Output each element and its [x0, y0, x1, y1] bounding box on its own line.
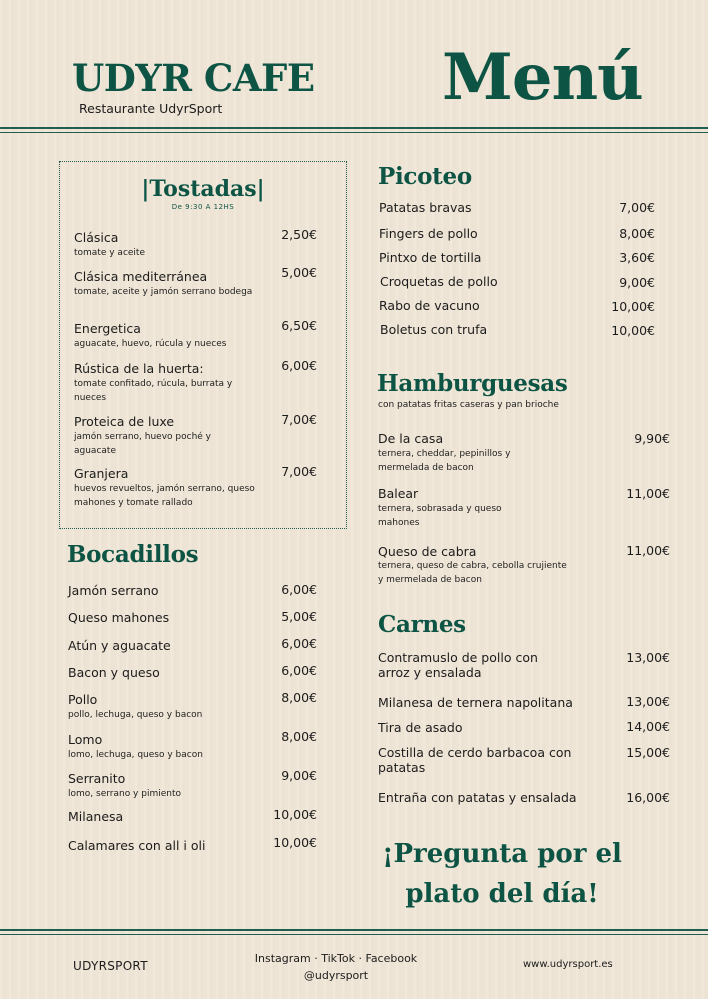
- item-description: ternera, sobrasada y queso mahones: [378, 504, 502, 528]
- item-description: lomo, lechuga, queso y bacon: [68, 750, 203, 760]
- item-name: Clásica mediterránea: [74, 269, 208, 284]
- item-price: 7,00€: [619, 200, 655, 215]
- item-description: jamón serrano, huevo poché y aguacate: [74, 432, 212, 456]
- bocadillo-item: [68, 838, 278, 853]
- item-name: Balear: [378, 486, 419, 501]
- item-description: ternera, cheddar, pepinillos y mermelada de bacon: [378, 449, 511, 473]
- item-name: Patatas bravas: [379, 200, 472, 215]
- bocadillo-item: [68, 583, 278, 598]
- item-description: tomate, aceite y jamón serrano bodega: [74, 287, 253, 297]
- item-name: Milanesa de ternera napolitana: [378, 695, 573, 710]
- item-price: 9,00€: [281, 768, 317, 783]
- footer-brand: UDYRSPORT: [73, 959, 148, 973]
- item-price: 6,00€: [281, 663, 317, 678]
- brand-subtitle: Restaurante UdyrSport: [79, 101, 223, 116]
- item-price: 10,00€: [611, 323, 655, 338]
- carne-item: [378, 790, 603, 805]
- tostada-item: [74, 361, 249, 405]
- item-price: 7,00€: [281, 412, 317, 427]
- item-description: lomo, serrano y pimiento: [68, 789, 182, 799]
- tostadas-title: |Tostadas|: [141, 176, 265, 202]
- hamburguesa-item: [378, 544, 568, 587]
- item-price: 7,00€: [281, 464, 317, 479]
- item-price: 13,00€: [626, 650, 670, 665]
- item-name: Queso mahones: [68, 610, 170, 625]
- item-name: Jamón serrano: [68, 583, 159, 598]
- item-name: Tira de asado: [378, 720, 463, 735]
- item-price: 5,00€: [281, 609, 317, 624]
- brand-name: UDYR CAFE: [72, 56, 315, 100]
- tostada-item: [74, 269, 269, 299]
- carne-item: [378, 745, 598, 775]
- item-description: ternera, queso de cabra, cebolla crujiente y mermelada de bacon: [378, 561, 567, 585]
- item-price: 8,00€: [281, 729, 317, 744]
- footer-social: [236, 950, 436, 984]
- bocadillos-title: Bocadillos: [67, 541, 199, 568]
- item-name: Granjera: [74, 466, 129, 481]
- carnes-title: Carnes: [378, 611, 466, 638]
- item-name: Serranito: [68, 771, 126, 786]
- hamburguesa-item: [378, 486, 538, 530]
- hamburguesas-title: Hamburguesas: [377, 370, 568, 397]
- item-description: tomate confitado, rúcula, burrata y nueces: [74, 379, 233, 403]
- item-name: Pintxo de tortilla: [379, 250, 482, 265]
- picoteo-item: [380, 274, 590, 289]
- picoteo-item: [379, 298, 589, 313]
- item-price: 9,90€: [634, 431, 670, 446]
- item-name: Rústica de la huerta:: [74, 361, 204, 376]
- promo-line-1: ¡Pregunta por el: [382, 839, 622, 869]
- tostada-item: [74, 230, 269, 260]
- promo-line-2: plato del día!: [405, 879, 599, 909]
- item-price: 3,60€: [619, 250, 655, 265]
- item-price: 11,00€: [626, 486, 670, 501]
- item-price: 6,00€: [281, 582, 317, 597]
- item-price: 8,00€: [619, 226, 655, 241]
- bocadillo-item: [68, 732, 278, 762]
- carne-item: [378, 650, 553, 680]
- bocadillo-item: [68, 809, 278, 824]
- bocadillo-item: [68, 771, 278, 801]
- item-name: Contramuslo de pollo con arroz y ensalada: [378, 650, 538, 680]
- carne-item: [378, 695, 593, 710]
- bocadillo-item: [68, 610, 278, 625]
- item-name: Calamares con all i oli: [68, 838, 206, 853]
- item-name: Bacon y queso: [68, 665, 160, 680]
- header-divider-top: [0, 127, 708, 129]
- item-name: Pollo: [68, 692, 98, 707]
- item-name: Queso de cabra: [378, 544, 477, 559]
- tostada-item: [74, 414, 249, 458]
- item-name: Lomo: [68, 732, 103, 747]
- picoteo-item: [379, 226, 589, 241]
- bocadillo-item: [68, 638, 278, 653]
- hamburguesa-item: [378, 431, 548, 475]
- hamburguesas-subtitle: con patatas fritas caseras y pan brioche: [378, 400, 559, 410]
- footer-divider-bottom: [0, 934, 708, 935]
- item-name: De la casa: [378, 431, 444, 446]
- item-price: 6,50€: [281, 318, 317, 333]
- picoteo-item: [379, 200, 589, 215]
- item-description: tomate y aceite: [74, 248, 145, 258]
- footer-divider-top: [0, 929, 708, 931]
- item-name: Rabo de vacuno: [379, 298, 480, 313]
- item-price: 11,00€: [626, 543, 670, 558]
- item-price: 14,00€: [626, 719, 670, 734]
- item-name: Clásica: [74, 230, 119, 245]
- item-name: Milanesa: [68, 809, 124, 824]
- picoteo-item: [379, 250, 589, 265]
- social-links[interactable]: Instagram · TikTok · Facebook: [254, 952, 418, 965]
- item-description: huevos revueltos, jamón serrano, queso mahones y tomate rallado: [74, 484, 255, 508]
- item-price: 6,00€: [281, 636, 317, 651]
- picoteo-title: Picoteo: [378, 163, 472, 190]
- item-price: 15,00€: [626, 745, 670, 760]
- header-divider-bottom: [0, 132, 708, 133]
- bocadillo-item: [68, 665, 278, 680]
- item-description: pollo, lechuga, queso y bacon: [68, 710, 203, 720]
- tostada-item: [74, 466, 259, 510]
- picoteo-item: [380, 322, 590, 337]
- item-name: Energetica: [74, 321, 141, 336]
- website-link[interactable]: www.udyrsport.es: [523, 959, 613, 970]
- item-price: 10,00€: [273, 807, 317, 822]
- item-price: 8,00€: [281, 690, 317, 705]
- item-price: 5,00€: [281, 265, 317, 280]
- item-price: 2,50€: [281, 227, 317, 242]
- item-name: Atún y aguacate: [68, 638, 171, 653]
- item-price: 6,00€: [281, 358, 317, 373]
- item-name: Proteica de luxe: [74, 414, 175, 429]
- carne-item: [378, 720, 593, 735]
- item-name: Croquetas de pollo: [380, 274, 498, 289]
- item-name: Costilla de cerdo barbacoa con patatas: [378, 745, 572, 775]
- social-handle[interactable]: @udyrsport: [303, 969, 369, 982]
- item-price: 16,00€: [626, 790, 670, 805]
- item-name: Fingers de pollo: [379, 226, 478, 241]
- item-name: Boletus con trufa: [380, 322, 488, 337]
- item-price: 10,00€: [273, 835, 317, 850]
- item-price: 10,00€: [611, 299, 655, 314]
- item-price: 13,00€: [626, 694, 670, 709]
- item-description: aguacate, huevo, rúcula y nueces: [74, 339, 227, 349]
- daily-special-promo: [372, 834, 632, 914]
- item-name: Entraña con patatas y ensalada: [378, 790, 577, 805]
- tostadas-hours: De 9:30 A 12HS: [171, 203, 235, 211]
- bocadillo-item: [68, 692, 278, 722]
- tostada-item: [74, 321, 269, 351]
- menu-title: Menú: [442, 40, 643, 115]
- item-price: 9,00€: [619, 275, 655, 290]
